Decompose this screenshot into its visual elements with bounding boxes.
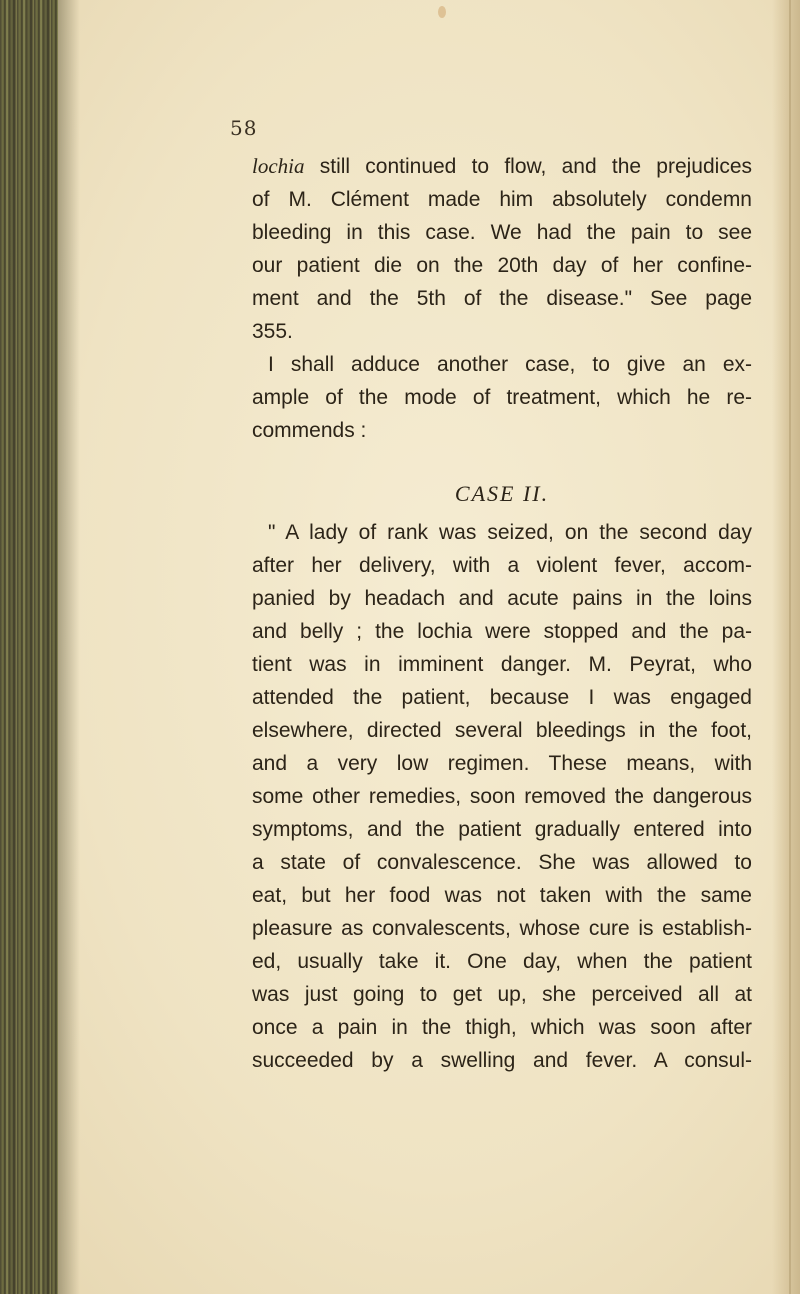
text-line: succeeded by a swelling and fever. A consul-: [252, 1049, 752, 1072]
text-line: tient was in imminent danger. M. Peyrat, who: [252, 653, 752, 676]
text-line: of M. Clément made him absolutely condemn: [252, 188, 752, 211]
binding-shadow: [58, 0, 80, 1294]
text-line: I shall adduce another case, to give an ex-: [268, 353, 752, 376]
text-line: ample of the mode of treatment, which he re-: [252, 386, 752, 409]
text-line: ed, usually take it. One day, when the patient: [252, 950, 752, 973]
text-line: ment and the 5th of the disease." See page: [252, 287, 752, 310]
text-line: was just going to get up, she perceived all at: [252, 983, 752, 1006]
text-line: pleasure as convalescents, whose cure is establish-: [252, 917, 752, 940]
text-line: attended the patient, because I was engaged: [252, 686, 752, 709]
text-line: " A lady of rank was seized, on the second day: [268, 521, 752, 544]
text-fragment: still continued to flow, and the prejudices: [304, 155, 752, 178]
text-line: after her delivery, with a violent fever, accom-: [252, 554, 752, 577]
text-line: and belly ; the lochia were stopped and the pa-: [252, 620, 752, 643]
text-line: a state of convalescence. She was allowed to: [252, 851, 752, 874]
text-line: our patient die on the 20th day of her confine-: [252, 254, 752, 277]
text-line: bleeding in this case. We had the pain to see: [252, 221, 752, 244]
text-line: [252, 150, 752, 183]
text-line: and a very low regimen. These means, with: [252, 752, 752, 775]
text-line: 355.: [252, 320, 293, 343]
text-line: some other remedies, soon removed the dangerous: [252, 785, 752, 808]
text-line: eat, but her food was not taken with the same: [252, 884, 752, 907]
text-line: elsewhere, directed several bleedings in the foot,: [252, 719, 752, 742]
body-text: [252, 150, 752, 1077]
case-heading: CASE II.: [454, 481, 550, 506]
paper-stain: [438, 6, 446, 18]
page-edge-line: [789, 0, 791, 1294]
text-line: panied by headach and acute pains in the loins: [252, 587, 752, 610]
italic-word: lochia: [252, 154, 305, 178]
text-line: commends :: [252, 419, 367, 442]
page-number: 58: [230, 116, 258, 140]
page-edge: [772, 0, 800, 1294]
text-line: symptoms, and the patient gradually entered into: [252, 818, 752, 841]
text-line: once a pain in the thigh, which was soon after: [252, 1016, 752, 1039]
page-binding: [0, 0, 58, 1294]
